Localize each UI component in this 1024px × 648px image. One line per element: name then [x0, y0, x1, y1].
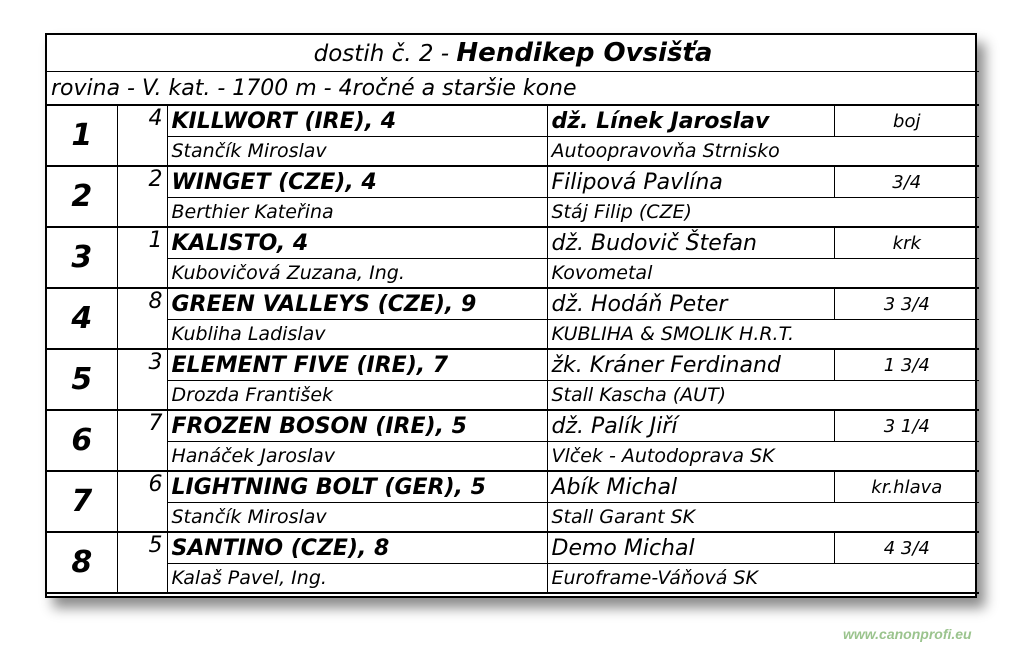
result-row — [47, 166, 979, 198]
jockey-name: dž. Budovič Štefan — [547, 227, 834, 259]
jockey-name: Demo Michal — [547, 532, 834, 564]
result-row — [47, 288, 979, 320]
trainer-name: Stančík Miroslav — [167, 137, 547, 167]
result-subrow — [47, 198, 979, 228]
jockey-name: Filipová Pavlína — [547, 166, 834, 198]
result-row — [47, 349, 979, 381]
result-row — [47, 410, 979, 442]
trainer-name: Kalaš Pavel, Ing. — [167, 564, 547, 594]
finish-margin: kr.hlava — [834, 471, 979, 503]
start-number: 3 — [117, 349, 167, 410]
horse-name: FROZEN BOSON (IRE), 5 — [167, 410, 547, 442]
finish-position: 2 — [47, 166, 117, 227]
owner-name: KUBLIHA & SMOLIK H.R.T. — [547, 320, 979, 350]
result-subrow — [47, 137, 979, 167]
owner-name: Autoopravovňa Strnisko — [547, 137, 979, 167]
finish-position: 8 — [47, 532, 117, 593]
finish-margin: 3/4 — [834, 166, 979, 198]
owner-name: Euroframe-Váňová SK — [547, 564, 979, 594]
horse-name: ELEMENT FIVE (IRE), 7 — [167, 349, 547, 381]
finish-margin: boj — [834, 105, 979, 137]
finish-position: 5 — [47, 349, 117, 410]
trainer-name: Kubovičová Zuzana, Ing. — [167, 259, 547, 289]
start-number: 7 — [117, 410, 167, 471]
trainer-name: Drozda František — [167, 381, 547, 411]
jockey-name: žk. Kráner Ferdinand — [547, 349, 834, 381]
finish-position: 4 — [47, 288, 117, 349]
jockey-name: Abík Michal — [547, 471, 834, 503]
jockey-name: dž. Línek Jaroslav — [547, 105, 834, 137]
result-subrow — [47, 564, 979, 594]
finish-margin: 4 3/4 — [834, 532, 979, 564]
owner-name: Stall Garant SK — [547, 503, 979, 533]
horse-name: KALISTO, 4 — [167, 227, 547, 259]
result-row — [47, 471, 979, 503]
trainer-name: Stančík Miroslav — [167, 503, 547, 533]
trainer-name: Hanáček Jaroslav — [167, 442, 547, 472]
horse-name: SANTINO (CZE), 8 — [167, 532, 547, 564]
race-conditions: rovina - V. kat. - 1700 m - 4ročné a staršie kone — [47, 72, 979, 106]
horse-name: WINGET (CZE), 4 — [167, 166, 547, 198]
finish-position: 7 — [47, 471, 117, 532]
watermark: www.canonprofi.eu — [843, 626, 972, 642]
owner-name: Kovometal — [547, 259, 979, 289]
start-number: 6 — [117, 471, 167, 532]
start-number: 8 — [117, 288, 167, 349]
horse-name: GREEN VALLEYS (CZE), 9 — [167, 288, 547, 320]
finish-margin: 3 1/4 — [834, 410, 979, 442]
start-number: 1 — [117, 227, 167, 288]
horse-name: LIGHTNING BOLT (GER), 5 — [167, 471, 547, 503]
race-conditions-row — [47, 72, 979, 106]
owner-name: Stall Kascha (AUT) — [547, 381, 979, 411]
result-subrow — [47, 320, 979, 350]
results-table — [47, 35, 979, 594]
race-prefix: dostih č. 2 - — [313, 41, 457, 67]
finish-margin: 3 3/4 — [834, 288, 979, 320]
start-number: 4 — [117, 105, 167, 166]
finish-margin: krk — [834, 227, 979, 259]
finish-position: 3 — [47, 227, 117, 288]
horse-name: KILLWORT (IRE), 4 — [167, 105, 547, 137]
finish-margin: 1 3/4 — [834, 349, 979, 381]
jockey-name: dž. Palík Jiří — [547, 410, 834, 442]
result-subrow — [47, 381, 979, 411]
result-row — [47, 227, 979, 259]
trainer-name: Berthier Kateřina — [167, 198, 547, 228]
trainer-name: Kubliha Ladislav — [167, 320, 547, 350]
result-row — [47, 532, 979, 564]
jockey-name: dž. Hodáň Peter — [547, 288, 834, 320]
result-subrow — [47, 503, 979, 533]
result-subrow — [47, 442, 979, 472]
race-name: Hendikep Ovsišťa — [456, 38, 713, 68]
race-title-row — [47, 35, 979, 72]
owner-name: Stáj Filip (CZE) — [547, 198, 979, 228]
result-row — [47, 105, 979, 137]
owner-name: Vlček - Autodoprava SK — [547, 442, 979, 472]
start-number: 5 — [117, 532, 167, 593]
race-title — [47, 35, 979, 72]
finish-position: 1 — [47, 105, 117, 166]
start-number: 2 — [117, 166, 167, 227]
finish-position: 6 — [47, 410, 117, 471]
result-subrow — [47, 259, 979, 289]
race-result-card — [45, 33, 977, 598]
